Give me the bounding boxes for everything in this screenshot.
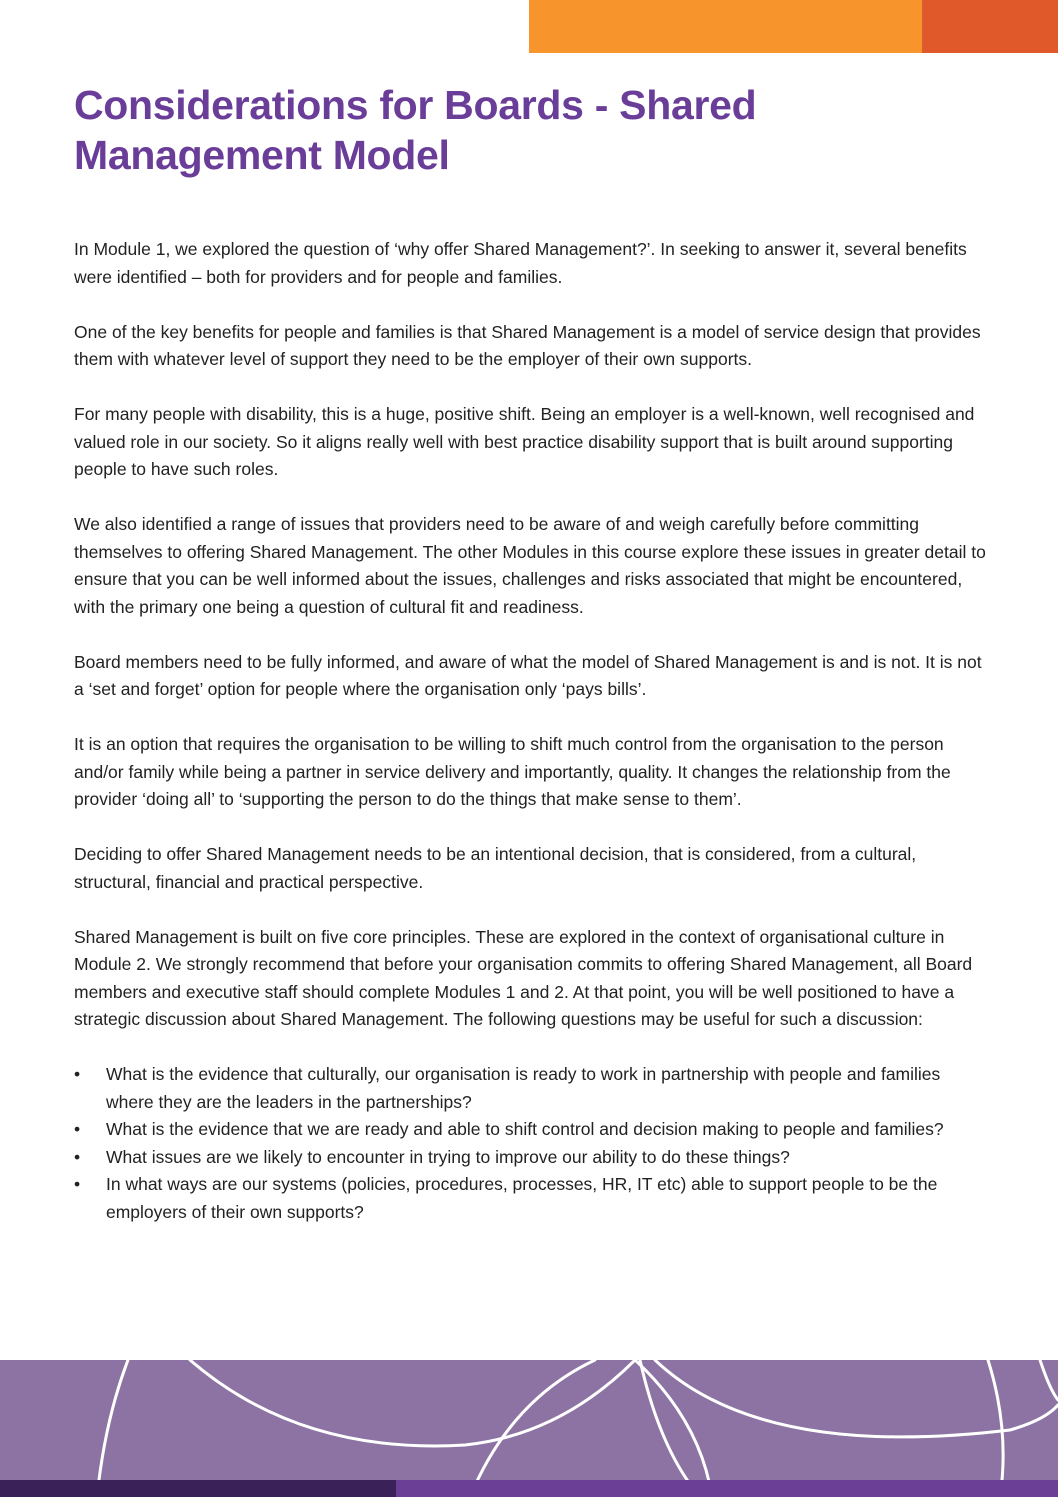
footer-decorative-band bbox=[0, 1360, 1058, 1497]
paragraph-issues: We also identified a range of issues that providers need to be aware of and weigh carefully before committing themselves to offering Shared Management. The other Modules in this course explore these issues in greater detail to ensure that you can be well informed about the issues, challenges and risks associated that might be encountered, with the primary one being a question of cultural fit and readiness. bbox=[74, 514, 986, 617]
paragraph-key-benefits: One of the key benefits for people and families is that Shared Management is a model of service design that provides them with whatever level of support they need to be the employer of their own supports. bbox=[74, 321, 981, 369]
bullet-icon: • bbox=[74, 1064, 81, 1084]
list-item-text: What is the evidence that we are ready and able to shift control and decision making to people and families? bbox=[106, 1119, 944, 1139]
paragraph-intro: In Module 1, we explored the question of ‘why offer Shared Management?’. In seeking to answer it, several benefits were identified – both for providers and for people and families. bbox=[74, 239, 967, 287]
footer-arc bbox=[1040, 1360, 1058, 1400]
footer-arc bbox=[635, 1360, 712, 1497]
list-item bbox=[74, 1144, 990, 1172]
bullet-icon: • bbox=[74, 1146, 81, 1167]
list-item bbox=[74, 1061, 990, 1116]
list-item bbox=[74, 1171, 990, 1226]
header-accent-bar-red bbox=[922, 0, 1058, 53]
footer-arc bbox=[640, 1360, 700, 1497]
paragraph-board-members: Board members need to be fully informed, and aware of what the model of Shared Management is and is not. It is not a ‘set and forget’ option for people where the organisation only ‘pays bills’. bbox=[74, 651, 982, 699]
footer-arc bbox=[988, 1360, 1003, 1497]
page-title: Considerations for Boards - Shared Management Model bbox=[74, 82, 757, 178]
list-item-text: What is the evidence that culturally, our organisation is ready to work in partnership with people and families where they are the leaders in the partnerships? bbox=[106, 1064, 941, 1112]
bullet-icon: • bbox=[74, 1119, 81, 1139]
body-content bbox=[74, 236, 990, 1226]
footer-strip-purple bbox=[396, 1480, 1058, 1497]
footer-strip-dark bbox=[0, 1480, 396, 1497]
discussion-questions-list bbox=[74, 1061, 990, 1226]
header-accent-bar-orange bbox=[529, 0, 922, 53]
footer-arcs-graphic bbox=[0, 1360, 1058, 1497]
paragraph-positive-shift: For many people with disability, this is a huge, positive shift. Being an employer is a well-known, well recognised and valued role in our society. So it aligns really well with best practice disability support that is built around supporting people to have such roles. bbox=[74, 404, 975, 479]
paragraph-shift-control: It is an option that requires the organisation to be willing to shift much control from the organisation to the person and/or family while being a partner in service delivery and importantly, quality. It changes the relationship from the provider ‘doing all’ to ‘supporting the person to do the things that make sense to them’. bbox=[74, 734, 951, 809]
list-item bbox=[74, 1116, 990, 1144]
bullet-icon: • bbox=[74, 1174, 81, 1194]
footer-arc bbox=[190, 1360, 635, 1446]
footer-arc bbox=[97, 1360, 128, 1497]
paragraph-intentional-decision: Deciding to offer Shared Management needs to be an intentional decision, that is considered, from a cultural, structural, financial and practical perspective. bbox=[74, 844, 917, 892]
list-item-text: In what ways are our systems (policies, procedures, processes, HR, IT etc) able to support people to be the employers of their own supports? bbox=[106, 1174, 938, 1222]
paragraph-core-principles: Shared Management is built on five core principles. These are explored in the context of organisational culture in Module 2. We strongly recommend that before your organisation commits to offering Shared Management, all Board members and executive staff should complete Modules 1 and 2. At that point, you will be well positioned to have a strategic discussion about Shared Management. The following questions may be useful for such a discussion: bbox=[74, 926, 973, 1029]
list-item-text: What issues are we likely to encounter in trying to improve our ability to do these things? bbox=[106, 1146, 790, 1167]
